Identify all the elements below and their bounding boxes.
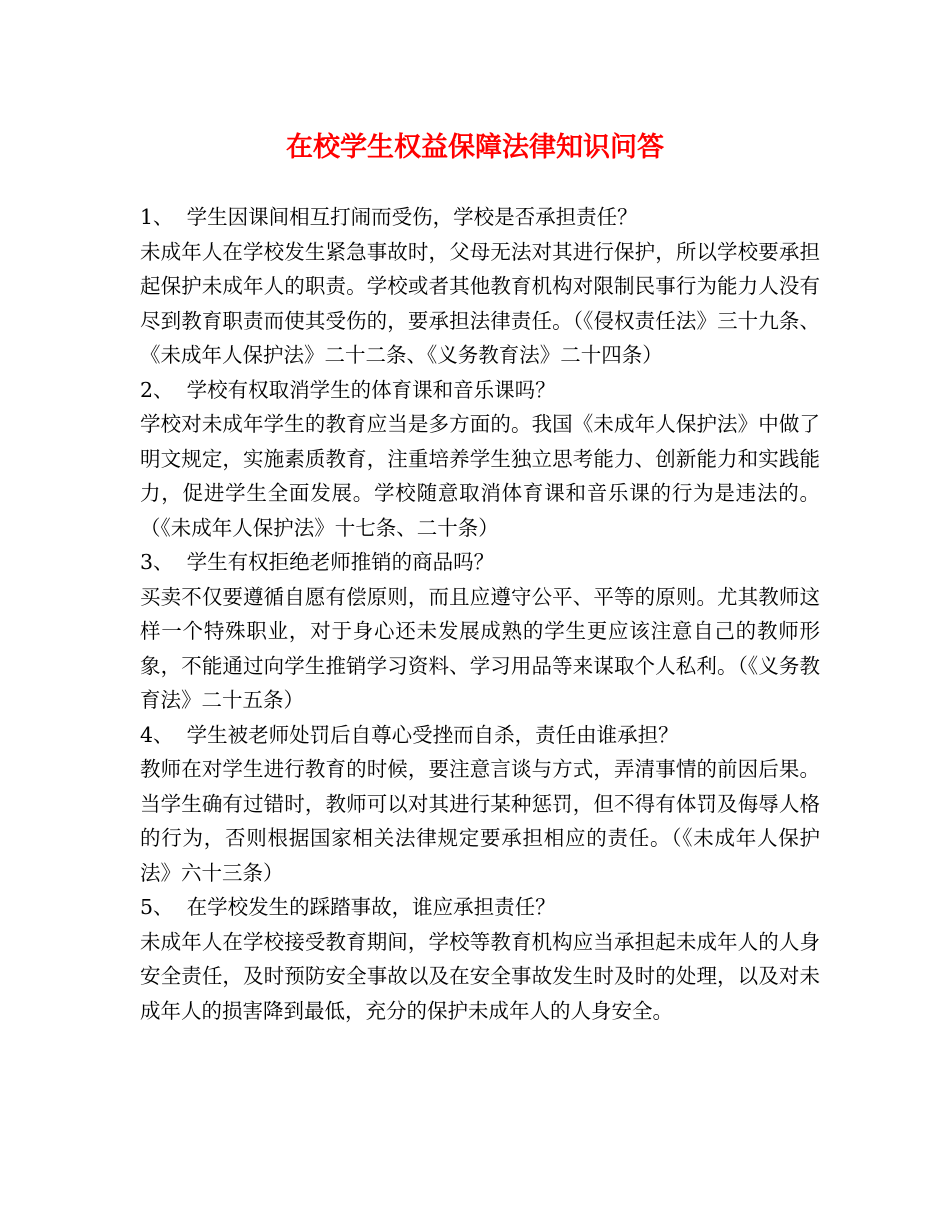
- document-title: 在校学生权益保障法律知识问答: [286, 132, 664, 163]
- question-3: 3、 学生有权拒绝老师推销的商品吗？: [140, 550, 495, 574]
- question-5: 5、 在学校发生的踩踏事故，谁应承担责任？: [140, 895, 556, 919]
- qa-item-1: [140, 200, 820, 373]
- qa-item-5: [140, 890, 820, 1028]
- document-body: [140, 200, 820, 1028]
- answer-5: 未成年人在学校接受教育期间，学校等教育机构应当承担起未成年人的人身安全责任，及时预防安全事故以及在安全事故发生时及时的处理，以及对未成年人的损害降到最低，充分的保护未成年人的人身安全。: [140, 929, 820, 1023]
- question-4: 4、 学生被老师处罚后自尊心受挫而自杀，责任由谁承担？: [140, 722, 679, 747]
- answer-3: 买卖不仅要遵循自愿有偿原则，而且应遵守公平、平等的原则。尤其教师这样一个特殊职业，对于身心还未发展成熟的学生更应该注意自己的教师形象，不能通过向学生推销学习资料、学习用品等来谋取个人私利。（《义务教育法》二十五条）: [140, 584, 820, 712]
- qa-item-3: [140, 545, 820, 718]
- question-2: 2、 学校有权取消学生的体育课和音乐课吗？: [140, 377, 556, 402]
- qa-item-2: [140, 373, 820, 546]
- qa-item-4: [140, 718, 820, 891]
- answer-1: 未成年人在学校发生紧急事故时，父母无法对其进行保护，所以学校要承担起保护未成年人的职责。学校或者其他教育机构对限制民事行为能力人没有尽到教育职责而使其受伤的，要承担法律责任。（《侵权责任法》三十九条、《未成年人保护法》二十二条、《义务教育法》二十四条）: [140, 239, 820, 367]
- answer-4: 教师在对学生进行教育的时候，要注意言谈与方式，弄清事情的前因后果。当学生确有过错时，教师可以对其进行某种惩罚，但不得有体罚及侮辱人格的行为，否则根据国家相关法律规定要承担相应的责任。（《未成年人保护法》六十三条）: [140, 757, 820, 885]
- answer-2: 学校对未成年学生的教育应当是多方面的。我国《未成年人保护法》中做了明文规定，实施素质教育，注重培养学生独立思考能力、创新能力和实践能力，促进学生全面发展。学校随意取消体育课和音乐课的行为是违法的。（《未成年人保护法》十七条、二十条）: [140, 412, 820, 540]
- question-1: 1、 学生因课间相互打闹而受伤，学校是否承担责任？: [140, 205, 638, 229]
